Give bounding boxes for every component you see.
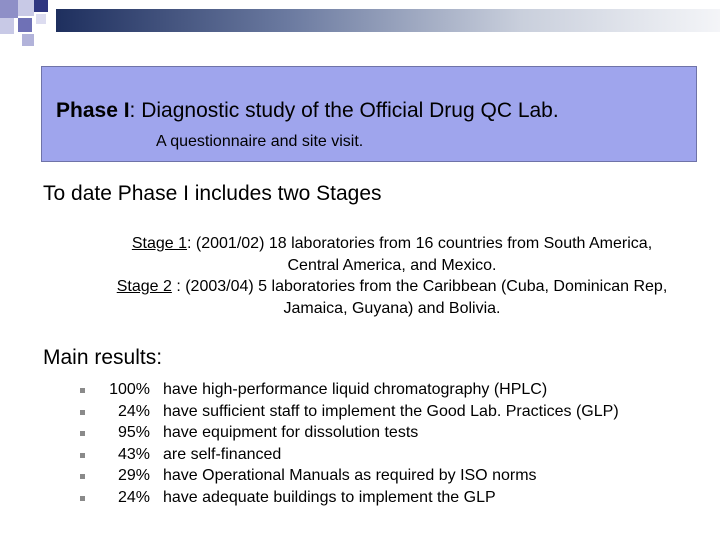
result-percent: 24%	[117, 402, 150, 420]
result-percent: 43%	[117, 445, 150, 463]
result-percent: 95%	[117, 424, 150, 441]
result-description: have adequate buildings to implement the GLP	[163, 488, 496, 506]
phase-title	[56, 99, 559, 123]
phase-highlight-box	[41, 66, 697, 162]
bullet-icon	[80, 496, 85, 501]
stage-item	[72, 233, 712, 276]
phase-title-text: : Diagnostic study of the Official Drug QC Lab.	[129, 99, 559, 122]
bullet-icon	[80, 453, 85, 458]
result-description: have equipment for dissolution tests	[163, 424, 419, 441]
phase-subtitle: A questionnaire and site visit.	[156, 133, 364, 150]
result-description: have high-performance liquid chromatography (HPLC)	[163, 381, 548, 398]
decor-square	[22, 34, 34, 46]
header-gradient-bar	[56, 9, 720, 32]
result-description: have Operational Manuals as required by ISO norms	[163, 467, 537, 484]
decor-square	[34, 0, 48, 12]
decor-square	[18, 0, 34, 16]
decor-square	[18, 18, 32, 32]
results-heading: Main results:	[43, 346, 163, 369]
result-percent: 29%	[117, 467, 150, 484]
stage-text: : (2001/02) 18 laboratories from 16 countries from South America,	[187, 235, 653, 252]
stage-label: Stage 2	[116, 278, 172, 295]
result-percent: 100%	[109, 381, 150, 398]
decor-square	[0, 0, 18, 18]
stage-text-cont: Central America, and Mexico.	[287, 256, 497, 274]
decor-square	[36, 14, 46, 24]
bullet-icon	[80, 388, 85, 393]
decor-square	[0, 18, 14, 34]
stage-label: Stage 1	[131, 235, 188, 252]
bullet-icon	[80, 431, 85, 436]
stage-text: : (2003/04) 5 laboratories from the Caribbean (Cuba, Dominican Rep,	[171, 278, 668, 295]
result-percent: 24%	[117, 488, 150, 506]
stage-text-cont: Jamaica, Guyana) and Bolivia.	[283, 299, 501, 317]
intro-text: To date Phase I includes two Stages	[43, 182, 382, 205]
stage-item	[72, 276, 712, 319]
bullet-icon	[80, 474, 85, 479]
stages-block	[72, 233, 712, 319]
phase-label: Phase I	[56, 99, 130, 122]
bullet-icon	[80, 410, 85, 415]
result-description: are self-financed	[163, 445, 282, 463]
result-description: have sufficient staff to implement the Good Lab. Practices (GLP)	[163, 402, 619, 420]
